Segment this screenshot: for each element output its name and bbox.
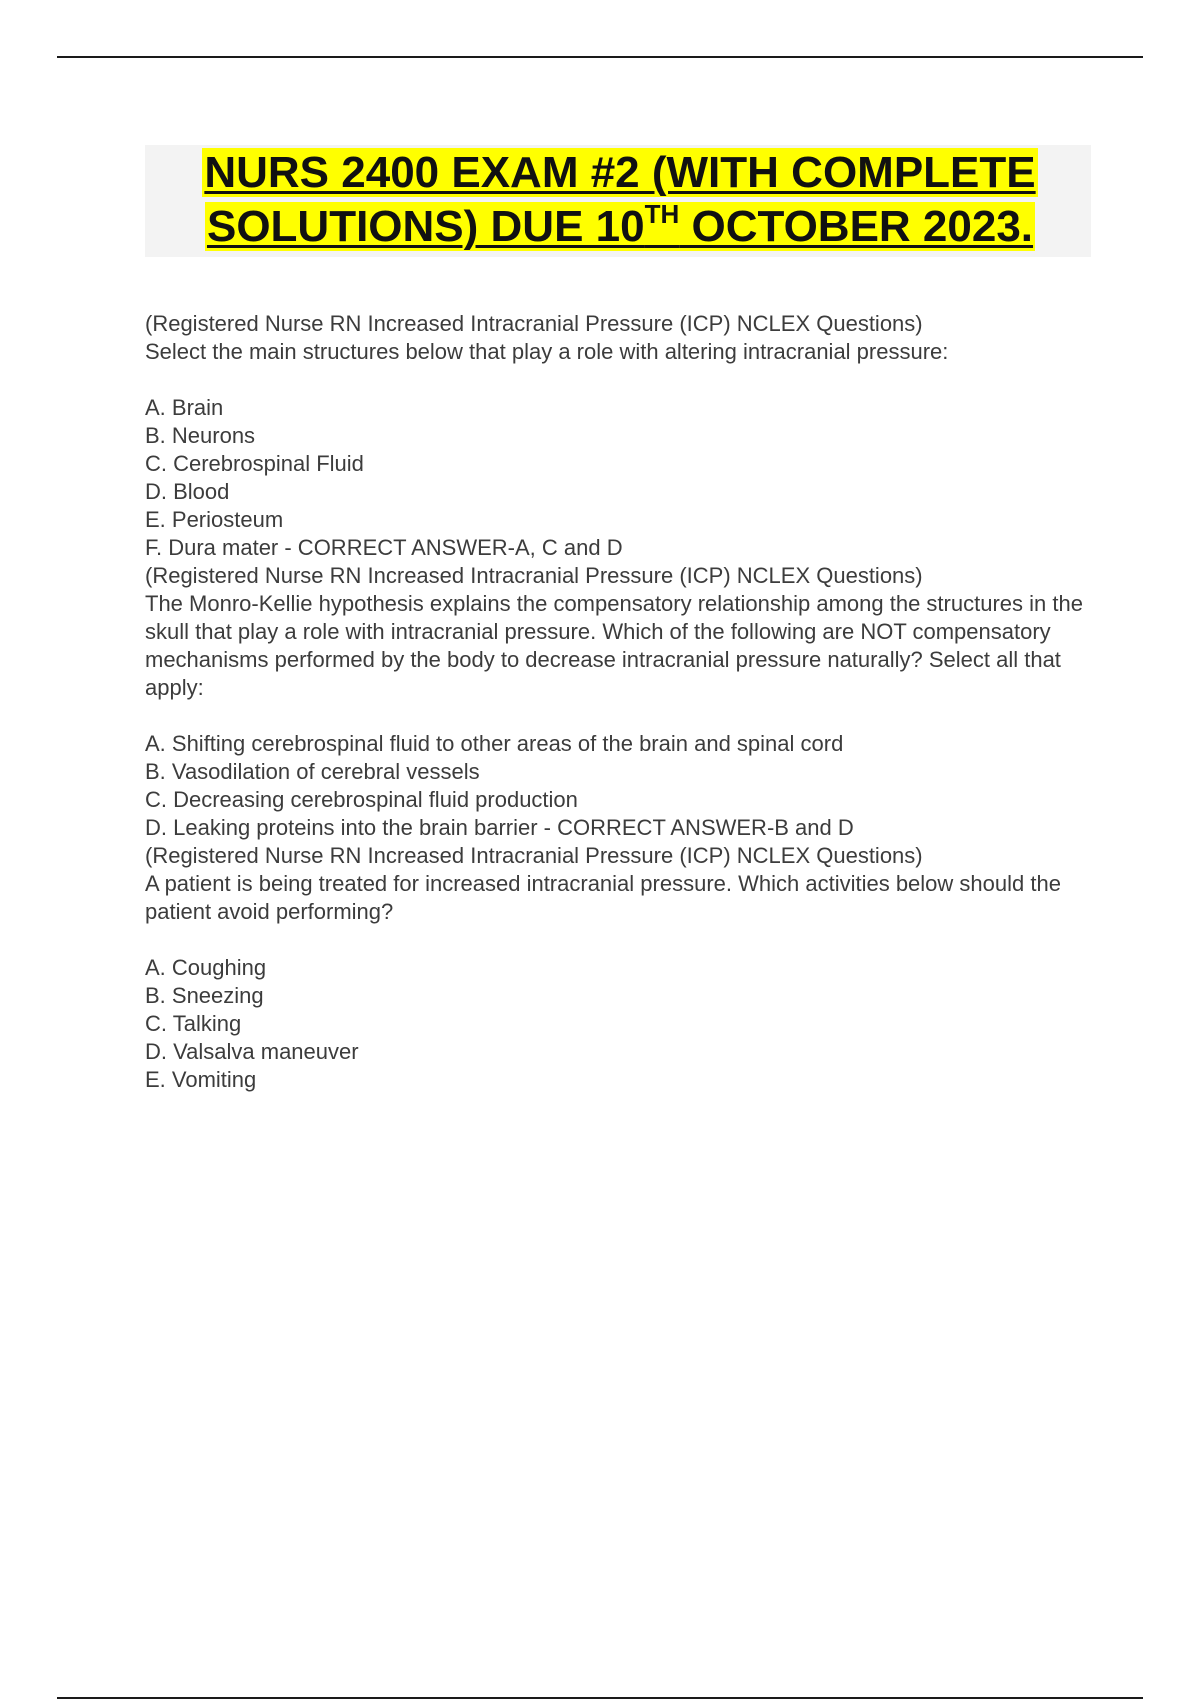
option-item: D. Valsalva maneuver (145, 1039, 359, 1064)
option-item: B. Vasodilation of cerebral vessels (145, 759, 480, 784)
title-superscript: TH (644, 199, 680, 229)
option-item: E. Periosteum (145, 507, 284, 532)
option-item: D. Blood (145, 479, 230, 504)
option-item-answer: F. Dura mater - CORRECT ANSWER-A, C and D (145, 535, 623, 560)
option-item: C. Cerebrospinal Fluid (145, 451, 364, 476)
option-item: B. Neurons (145, 423, 256, 448)
header-rule (57, 56, 1143, 58)
question-source: (Registered Nurse RN Increased Intracranial Pressure (ICP) NCLEX Questions) (145, 311, 923, 336)
option-item: A. Brain (145, 395, 224, 420)
option-item-answer: D. Leaking proteins into the brain barrier - CORRECT ANSWER-B and D (145, 815, 854, 840)
question-2 (145, 534, 1085, 702)
title-line-1: NURS 2400 EXAM #2 (WITH COMPLETE (204, 148, 1036, 197)
option-item: C. Decreasing cerebrospinal fluid production (145, 787, 578, 812)
question-source: (Registered Nurse RN Increased Intracranial Pressure (ICP) NCLEX Questions) (145, 843, 923, 868)
title-line-2-end: OCTOBER 2023. (679, 202, 1034, 251)
question-stem: A patient is being treated for increased intracranial pressure. Which activities below should the patient avoid performing? (145, 871, 1061, 924)
footer-rule (57, 1697, 1143, 1699)
option-item: B. Sneezing (145, 983, 264, 1008)
question-stem: The Monro-Kellie hypothesis explains the compensatory relationship among the structures in the skull that play a role with intracranial pressure. Which of the following are NOT compensatory mechanisms performed by the body to decrease intracranial pressure naturally? Select all that apply: (145, 591, 1083, 700)
question-3 (145, 814, 1085, 926)
option-item: A. Shifting cerebrospinal fluid to other areas of the brain and spinal cord (145, 731, 844, 756)
question-1 (145, 310, 1085, 366)
document-title (160, 146, 1080, 254)
option-item: A. Coughing (145, 955, 267, 980)
document-body (145, 310, 1085, 1094)
question-source: (Registered Nurse RN Increased Intracranial Pressure (ICP) NCLEX Questions) (145, 563, 923, 588)
title-line-2 (205, 199, 1035, 251)
title-line-2-start: SOLUTIONS) DUE 10 (206, 202, 645, 251)
question-stem: Select the main structures below that play a role with altering intracranial pressure: (145, 339, 949, 364)
option-item: C. Talking (145, 1011, 242, 1036)
option-item: E. Vomiting (145, 1067, 257, 1092)
